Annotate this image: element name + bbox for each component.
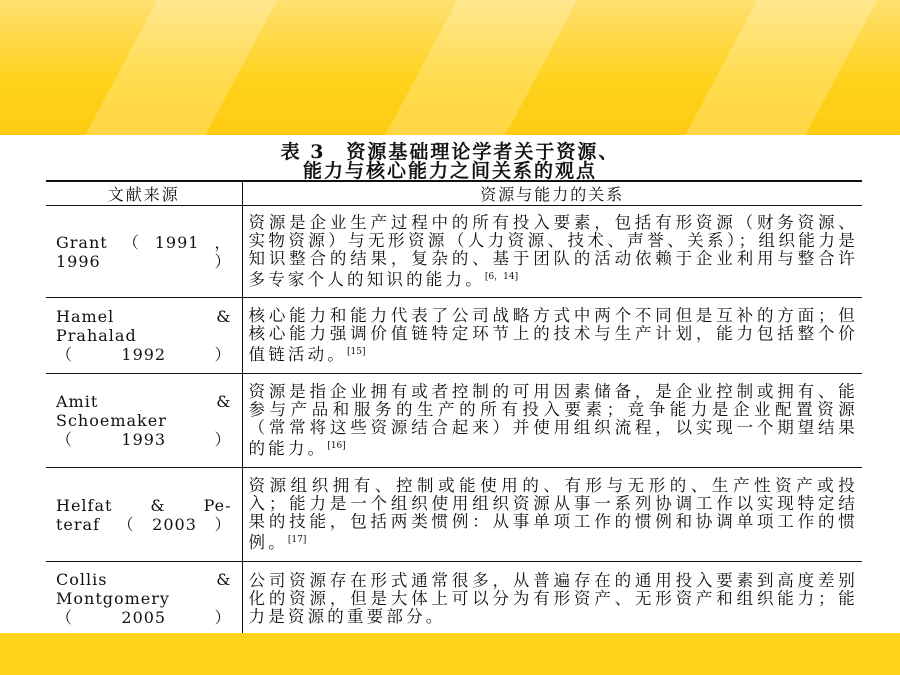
relation-cell xyxy=(242,298,862,374)
reference-marker: [6，14] xyxy=(484,272,519,282)
table-title-line-2: 能力与核心能力之间关系的观点 xyxy=(302,160,597,182)
relation-text: 资源组织拥有、控制或能使用的、有形与无形的、生产性资产或投入；能力是一个组织使用组织资源从事一系列协调工作以实现特定结果的技能，包括两类惯例：从事单项工作的惯例和协调单项工作的惯例。 xyxy=(248,476,858,552)
resource-capability-table xyxy=(46,180,862,636)
reference-marker: [17] xyxy=(287,535,307,545)
background-bottom-band xyxy=(0,633,900,675)
source-cell xyxy=(46,298,242,374)
source-line: Collis & xyxy=(56,570,232,590)
table-row xyxy=(46,468,862,562)
reference-marker: [16] xyxy=(327,441,346,451)
relation-cell xyxy=(242,206,862,298)
source-line: （1993） xyxy=(56,430,232,449)
column-header-relation: 资源与能力的关系 xyxy=(242,181,862,206)
column-header-source: 文献来源 xyxy=(46,181,242,206)
decorative-stripe xyxy=(677,0,882,150)
source-line: Prahalad xyxy=(56,326,137,345)
relation-cell xyxy=(242,374,862,468)
source-line: Helfat & Pe- xyxy=(56,495,232,515)
table-row xyxy=(46,206,862,298)
relation-text: 资源是企业生产过程中的所有投入要素，包括有形资源（财务资源、实物资源）与无形资源（人力资源、技术、声誉、关系）；组织能力是知识整合的结果，复杂的、基于团队的活动依赖于企业利用与整合许多专家个人的知识的能力。 xyxy=(248,213,858,289)
relation-text: 资源是指企业拥有或者控制的可用因素储备，是企业控制或拥有、能参与产品和服务的生产的所有投入要素；竞争能力是企业配置资源（常常将这些资源结合起来）并使用组织流程，以实现一个期望结果的能力。 xyxy=(248,382,858,458)
relation-cell xyxy=(242,468,862,562)
table-header-row xyxy=(46,181,862,206)
source-line: Grant（1991， xyxy=(56,232,232,252)
source-line: 1996） xyxy=(56,251,232,271)
source-line: teraf（2003） xyxy=(56,514,232,534)
source-line: Hamel & xyxy=(56,307,232,326)
table-row xyxy=(46,298,862,374)
decorative-stripe xyxy=(377,0,582,150)
reference-marker: [15] xyxy=(347,347,366,357)
source-cell xyxy=(46,374,242,468)
source-cell xyxy=(46,468,242,562)
slide-content-panel xyxy=(0,135,900,633)
table-title-line-1: 表 3 资源基础理论学者关于资源、 xyxy=(280,141,620,163)
source-cell xyxy=(46,206,242,298)
relation-text: 公司资源存在形式通常很多，从普遍存在的通用投入要素到高度差别化的资源，但是大体上可以分为有形资产、无形资产和组织能力；能力是资源的重要部分。 xyxy=(248,570,858,626)
table-row xyxy=(46,374,862,468)
source-line: Montgomery xyxy=(56,589,170,609)
source-line: Amit & xyxy=(56,392,232,411)
source-line: （2005） xyxy=(56,608,232,628)
source-cell xyxy=(46,562,242,636)
decorative-stripe xyxy=(77,0,282,150)
table-row xyxy=(46,562,862,636)
source-line: （1992） xyxy=(56,345,232,364)
background-top-band xyxy=(0,0,900,135)
relation-text: 核心能力和能力代表了公司战略方式中两个不同但是互补的方面；但核心能力强调价值链特定环节上的技术与生产计划，能力包括整个价值链活动。 xyxy=(248,306,858,364)
source-line: Schoemaker xyxy=(56,411,167,430)
relation-cell xyxy=(242,562,862,636)
